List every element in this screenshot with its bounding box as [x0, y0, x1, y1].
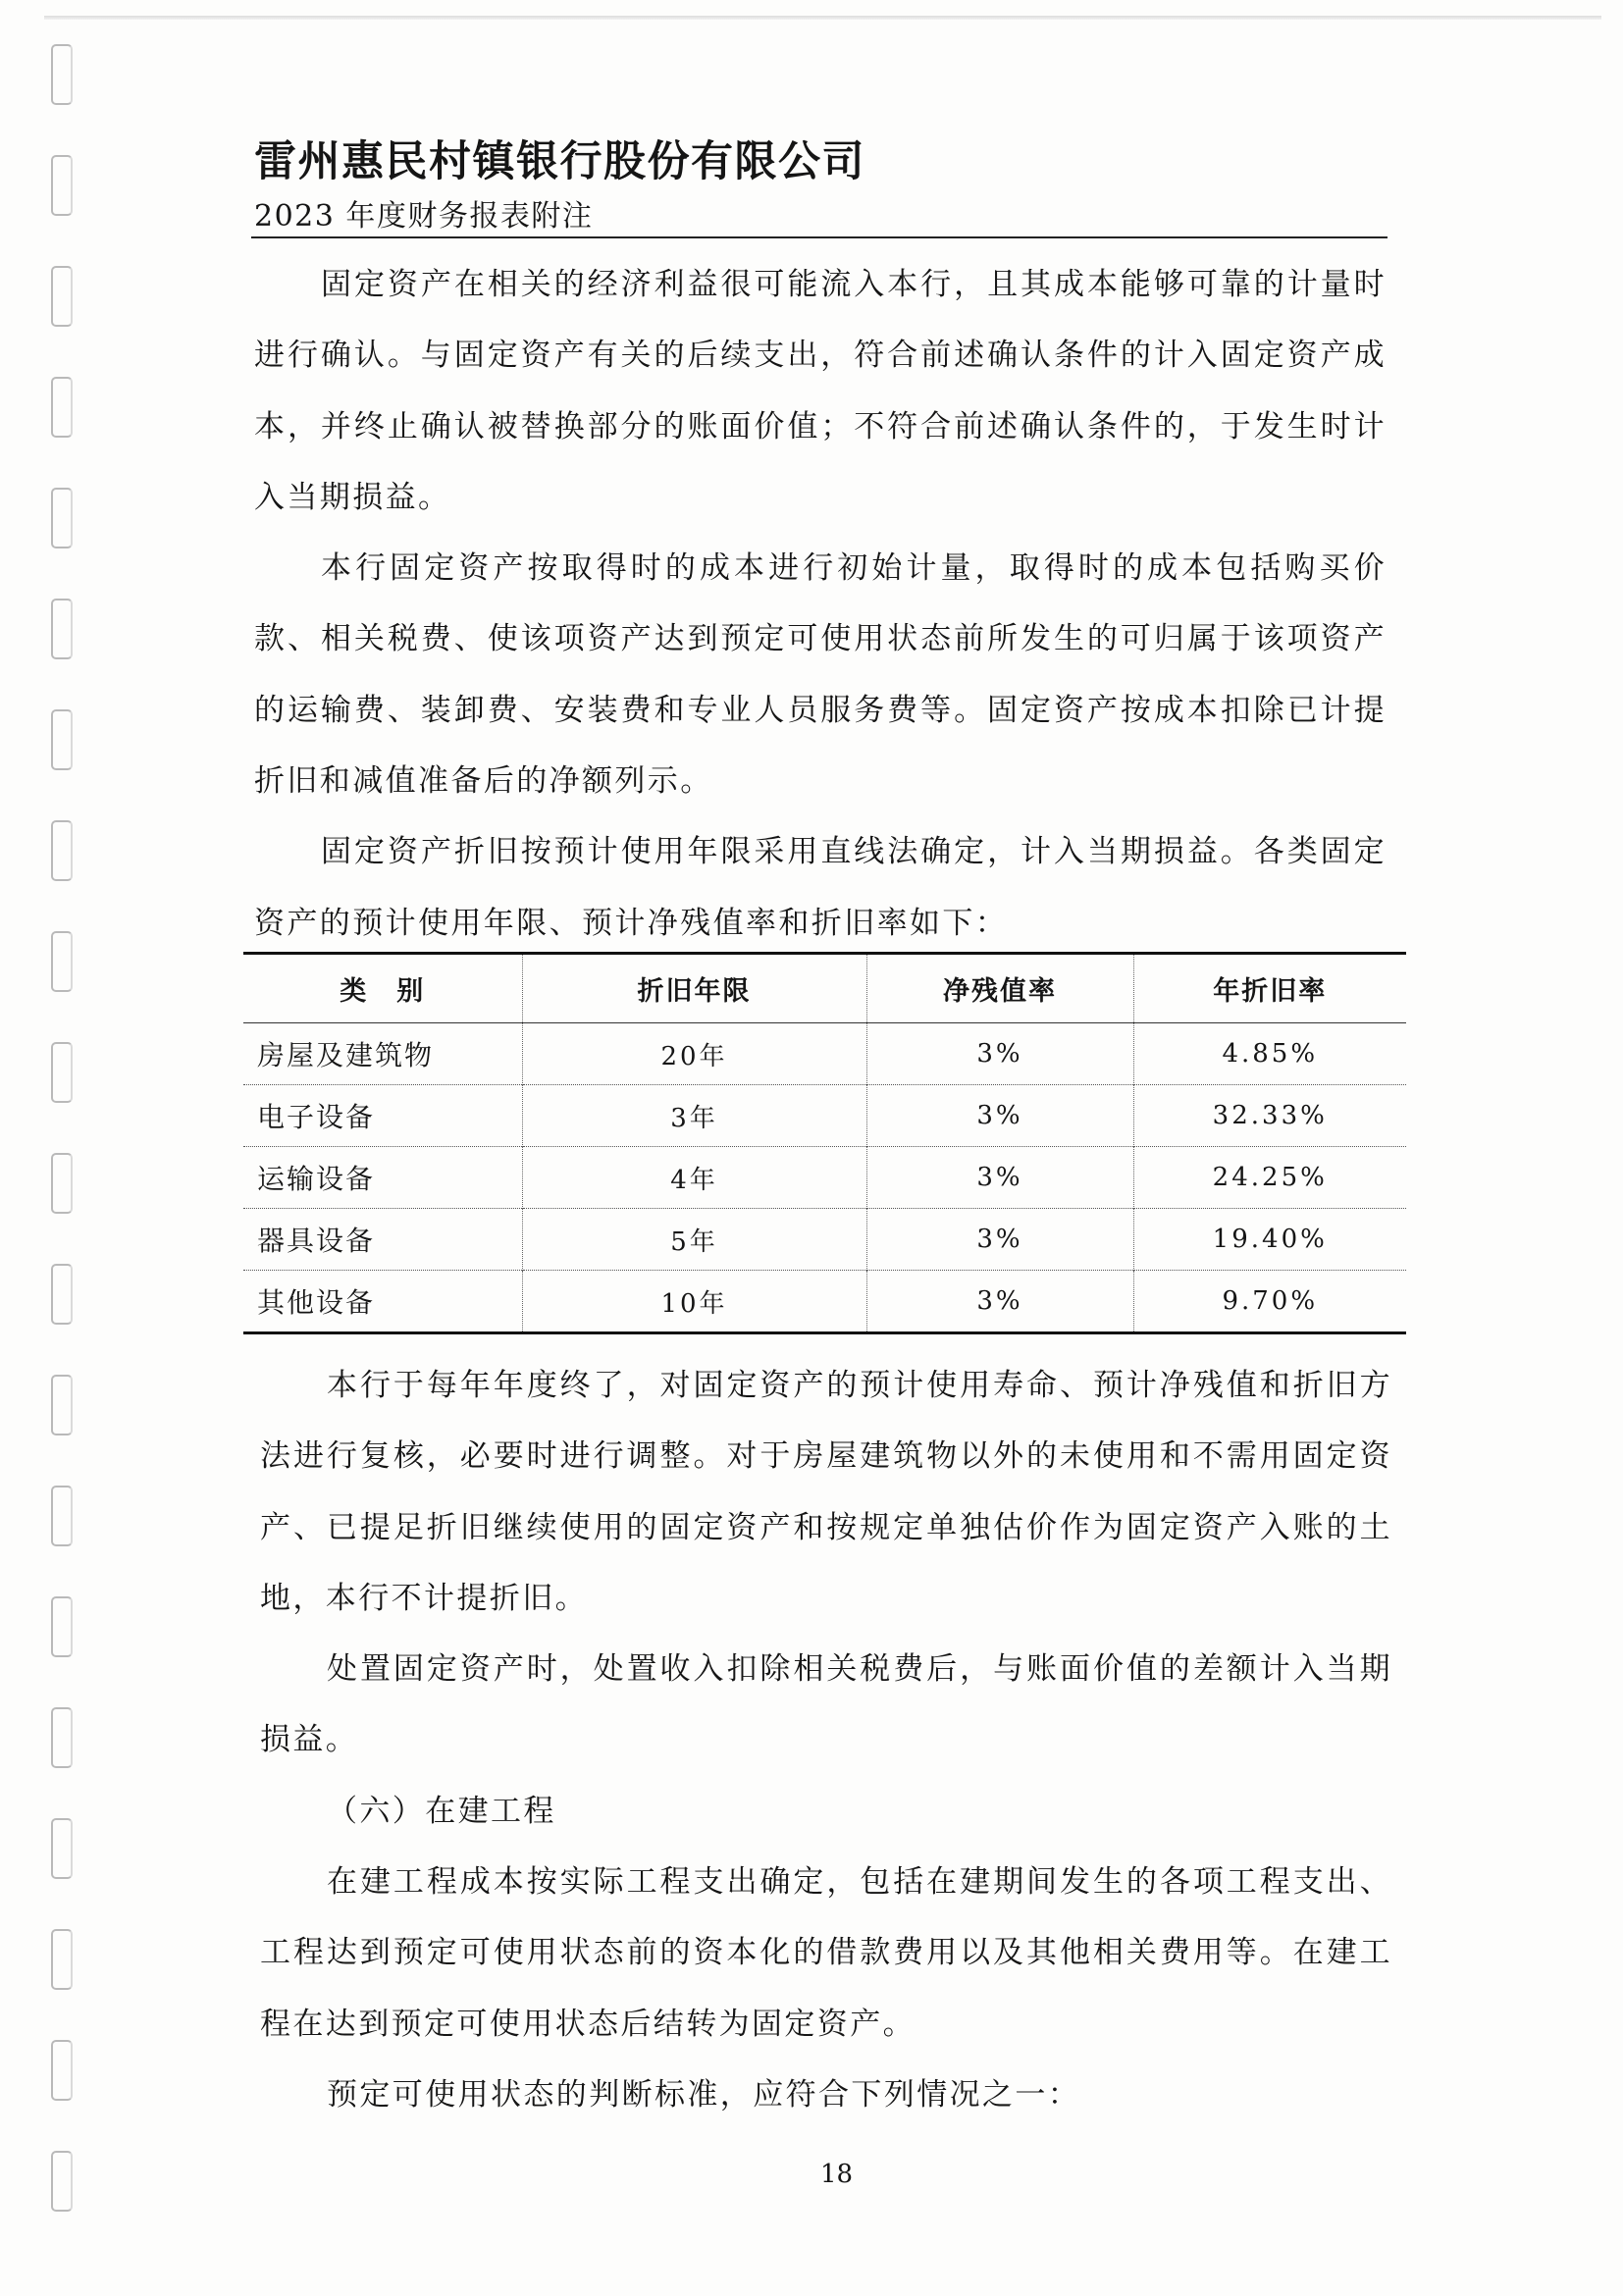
- table-cell-category: 房屋及建筑物: [257, 1039, 435, 1071]
- binding-mark: [51, 266, 73, 327]
- paragraph-line: 固定资产折旧按预计使用年限采用直线法确定，计入当期损益。各类固定: [321, 834, 1387, 870]
- binding-mark: [51, 1486, 73, 1546]
- binding-mark: [51, 1596, 73, 1657]
- table-header-residual-rate: 净残值率: [866, 954, 1133, 1023]
- paragraph-line: 固定资产在相关的经济利益很可能流入本行，且其成本能够可靠的计量时: [321, 267, 1387, 302]
- table-cell-residual-rate: 3%: [866, 1147, 1133, 1209]
- depreciation-table: [243, 952, 1406, 1334]
- binding-mark: [51, 155, 73, 216]
- paragraph-line: 本行于每年年度终了，对固定资产的预计使用寿命、预计净残值和折旧方: [327, 1368, 1392, 1403]
- table-header-row: [243, 954, 1406, 1023]
- table-header-annual-rate: 年折旧率: [1133, 954, 1406, 1023]
- paragraph-line: 进行确认。与固定资产有关的后续支出，符合前述确认条件的计入固定资产成: [254, 338, 1387, 374]
- paragraph-line: 在建工程成本按实际工程支出确定，包括在建期间发生的各项工程支出、: [327, 1864, 1392, 1901]
- paragraph-line: 的运输费、装卸费、安装费和专业人员服务费等。固定资产按成本扣除已计提: [254, 692, 1387, 728]
- table-header-category: 类 别: [243, 954, 522, 1023]
- table-row: [243, 1085, 1406, 1147]
- binding-mark: [51, 488, 73, 548]
- table-cell-residual-rate: 3%: [866, 1085, 1133, 1147]
- table-cell-useful-life: 5年: [522, 1209, 866, 1271]
- table-header-useful-life: 折旧年限: [522, 954, 866, 1023]
- table-cell-useful-life: 3年: [522, 1085, 866, 1147]
- paragraph-recognition: [254, 249, 1387, 533]
- paragraph-construction: [260, 1847, 1392, 2060]
- paragraph-line: 预定可使用状态的判断标准，应符合下列情况之一：: [327, 2076, 1081, 2113]
- paragraph-line: 地，本行不计提折旧。: [260, 1580, 588, 1616]
- paragraph-line: 入当期损益。: [254, 479, 451, 515]
- binding-mark: [51, 1375, 73, 1435]
- scan-edge: [44, 16, 1601, 20]
- text-block-before-table: [254, 249, 1387, 959]
- paragraph-review: [260, 1350, 1392, 1634]
- table-row: [243, 1023, 1406, 1085]
- text-block-after-table: [260, 1350, 1392, 2130]
- binding-mark: [51, 2040, 73, 2101]
- page-number: 18: [820, 2160, 854, 2189]
- section-heading: （六）在建工程: [327, 1793, 556, 1829]
- binding-mark: [51, 709, 73, 770]
- binding-mark: [51, 1264, 73, 1325]
- paragraph-line: 折旧和减值准备后的净额列示。: [254, 763, 713, 800]
- paragraph-line: 程在达到预定可使用状态后结转为固定资产。: [260, 2006, 916, 2042]
- report-title: 2023 年度财务报表附注: [254, 199, 594, 234]
- paragraph-line: 产、已提足折旧继续使用的固定资产和按规定单独估价作为固定资产入账的土: [260, 1509, 1392, 1545]
- table-cell-category: 电子设备: [243, 1085, 522, 1147]
- table-cell-annual-rate: 9.70%: [1133, 1271, 1406, 1333]
- binding-mark: [51, 820, 73, 881]
- table-cell-residual-rate: 3%: [866, 1271, 1133, 1333]
- paragraph-line: 资产的预计使用年限、预计净残值率和折旧率如下：: [254, 905, 1009, 941]
- table-cell-category: 运输设备: [243, 1147, 522, 1209]
- paragraph-line: 损益。: [260, 1722, 359, 1758]
- table-cell-useful-life: 10年: [522, 1271, 866, 1333]
- paragraph-criteria: [260, 2060, 1392, 2130]
- company-name: 雷州惠民村镇银行股份有限公司: [254, 137, 865, 186]
- table-cell-category: 器具设备: [243, 1209, 522, 1271]
- binding-mark: [51, 931, 73, 992]
- table-cell-category: 其他设备: [243, 1271, 522, 1333]
- table-row: [243, 1271, 1406, 1333]
- header-rule: [251, 236, 1387, 238]
- paragraph-line: 法进行复核，必要时进行调整。对于房屋建筑物以外的未使用和不需用固定资: [260, 1438, 1392, 1475]
- binding-mark: [51, 599, 73, 659]
- table-cell-annual-rate: 24.25%: [1133, 1147, 1406, 1209]
- binding-edge: [0, 0, 118, 2296]
- binding-mark: [51, 1153, 73, 1214]
- binding-mark: [51, 44, 73, 105]
- table-cell-residual-rate: 3%: [866, 1209, 1133, 1271]
- table-cell-useful-life: 4年: [522, 1147, 866, 1209]
- table-cell-annual-rate: 19.40%: [1133, 1209, 1406, 1271]
- table-cell-residual-rate: 3%: [866, 1023, 1133, 1085]
- table-cell-useful-life: 20年: [522, 1023, 866, 1085]
- paragraph-line: 本行固定资产按取得时的成本进行初始计量，取得时的成本包括购买价: [321, 550, 1387, 587]
- binding-mark: [51, 2151, 73, 2212]
- binding-mark: [51, 1929, 73, 1990]
- paragraph-disposal: [260, 1634, 1392, 1776]
- binding-mark: [51, 377, 73, 438]
- table-row: [243, 1147, 1406, 1209]
- binding-mark: [51, 1042, 73, 1103]
- binding-mark: [51, 1707, 73, 1768]
- paragraph-measurement: [254, 533, 1387, 816]
- paragraph-line: 款、相关税费、使该项资产达到预定可使用状态前所发生的可归属于该项资产: [254, 621, 1387, 657]
- paragraph-depreciation: [254, 816, 1387, 959]
- table-cell-annual-rate: 32.33%: [1133, 1085, 1406, 1147]
- paragraph-line: 处置固定资产时，处置收入扣除相关税费后，与账面价值的差额计入当期: [327, 1651, 1392, 1688]
- table-cell-annual-rate: 4.85%: [1133, 1023, 1406, 1085]
- binding-mark: [51, 1818, 73, 1879]
- paragraph-line: 工程达到预定可使用状态前的资本化的借款费用以及其他相关费用等。在建工: [260, 1935, 1392, 1971]
- table-row: [243, 1209, 1406, 1271]
- paragraph-line: 本，并终止确认被替换部分的账面价值；不符合前述确认条件的，于发生时计: [254, 408, 1387, 444]
